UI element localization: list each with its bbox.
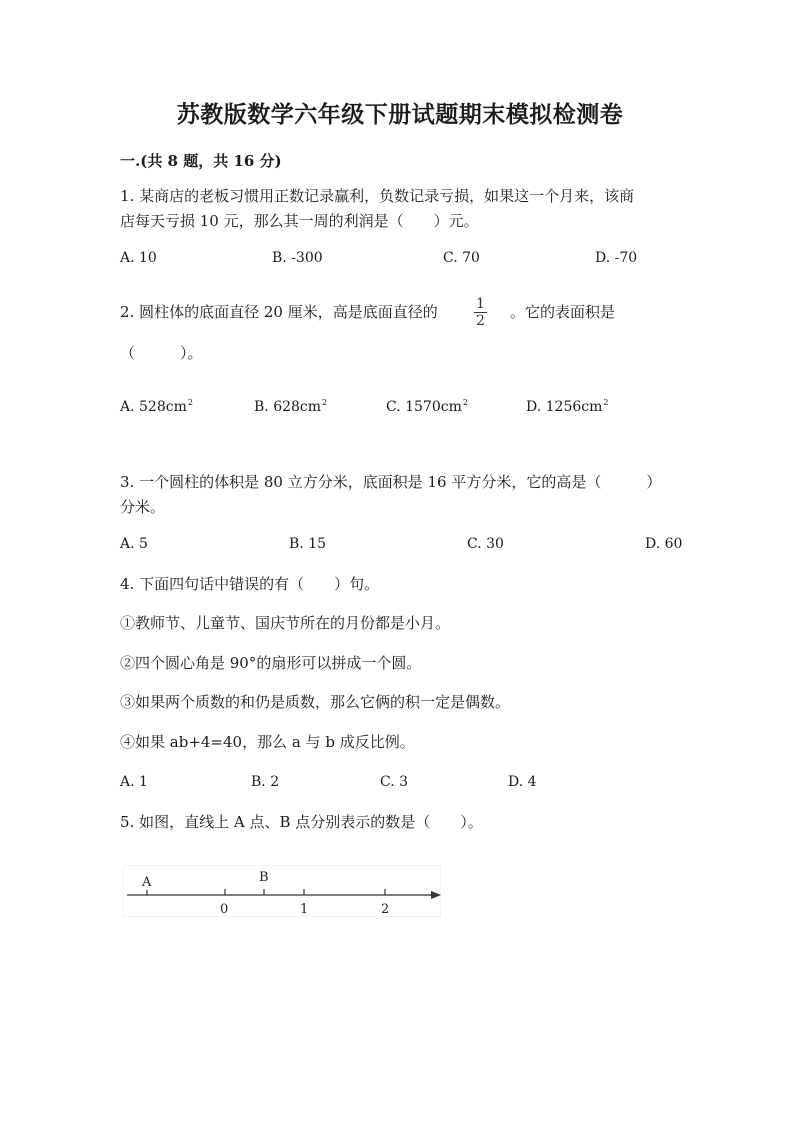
q2-option-a: A. $528cm^2$ — [120, 398, 193, 415]
question-3 — [120, 470, 661, 520]
question-4-statement-4: ④如果 ab+4=40，那么 a 与 b 成反比例。 — [120, 733, 415, 751]
q3-option-b: B. 15 — [289, 536, 327, 552]
q1-option-b: B. -300 — [272, 250, 323, 266]
question-4-statement-2: ②四个圆心角是 90°的扇形可以拼成一个圆。 — [120, 654, 422, 672]
section-heading: 一.(共 8 题，共 16 分) — [120, 152, 282, 170]
number-line-figure — [123, 865, 441, 917]
question-4-statement-1: ①教师节、儿童节、国庆节所在的月份都是小月。 — [120, 614, 451, 632]
question-2-text-after: 。它的表面积是 — [510, 303, 616, 321]
q3-option-a: A. 5 — [120, 536, 148, 552]
point-a-label: A — [142, 875, 152, 890]
q1-option-c: C. 70 — [443, 250, 480, 266]
question-5-line-1: 5. 如图，直线上 A 点、B 点分别表示的数是（ ）。 — [120, 813, 483, 831]
q4-option-a: A. 1 — [120, 774, 148, 790]
question-2-line-1 — [120, 300, 438, 325]
question-1-line-2: 店每天亏损 10 元，那么其一周的利润是（ ）元。 — [120, 212, 479, 230]
question-3-line-1: 3. 一个圆柱的体积是 80 立方分米，底面积是 16 平方分米，它的高是（ ） — [120, 473, 662, 491]
tick-label-0: 0 — [220, 902, 229, 917]
q3-option-d: D. 60 — [645, 536, 683, 552]
page-title: 苏教版数学六年级下册试题期末模拟检测卷 — [176, 101, 624, 128]
q2-option-c: C. $1570cm^2$ — [386, 398, 468, 415]
question-1-line-1: 1. 某商店的老板习惯用正数记录赢利，负数记录亏损，如果这一个月来，该商 — [120, 187, 635, 205]
question-4-statement-3: ③如果两个质数的和仍是质数，那么它俩的积一定是偶数。 — [120, 693, 511, 711]
question-4-line-1: 4. 下面四句话中错误的有（ ）句。 — [120, 575, 380, 593]
question-3-line-2: 分米。 — [120, 498, 166, 516]
q4-option-c: C. 3 — [380, 774, 409, 790]
question-2-line-2: （ ）。 — [120, 344, 203, 362]
question-1 — [120, 184, 634, 234]
q4-option-b: B. 2 — [251, 774, 280, 790]
question-2-text-before: 2. 圆柱体的底面直径 20 厘米，高是底面直径的 — [120, 303, 438, 321]
q1-option-a: A. 10 — [120, 250, 157, 266]
fraction-one-half — [474, 296, 487, 329]
tick-label-1: 1 — [300, 902, 309, 917]
q4-option-d: D. 4 — [508, 774, 537, 790]
q2-option-b: B. $628cm^2$ — [254, 398, 328, 415]
fraction-denominator: 2 — [476, 313, 485, 329]
tick-label-2: 2 — [381, 902, 390, 917]
q1-option-d: D. -70 — [595, 250, 638, 266]
point-b-label: B — [259, 870, 269, 885]
q2-option-d: D. $1256cm^2$ — [526, 398, 609, 415]
fraction-numerator: 1 — [476, 296, 485, 312]
q3-option-c: C. 30 — [467, 536, 504, 552]
